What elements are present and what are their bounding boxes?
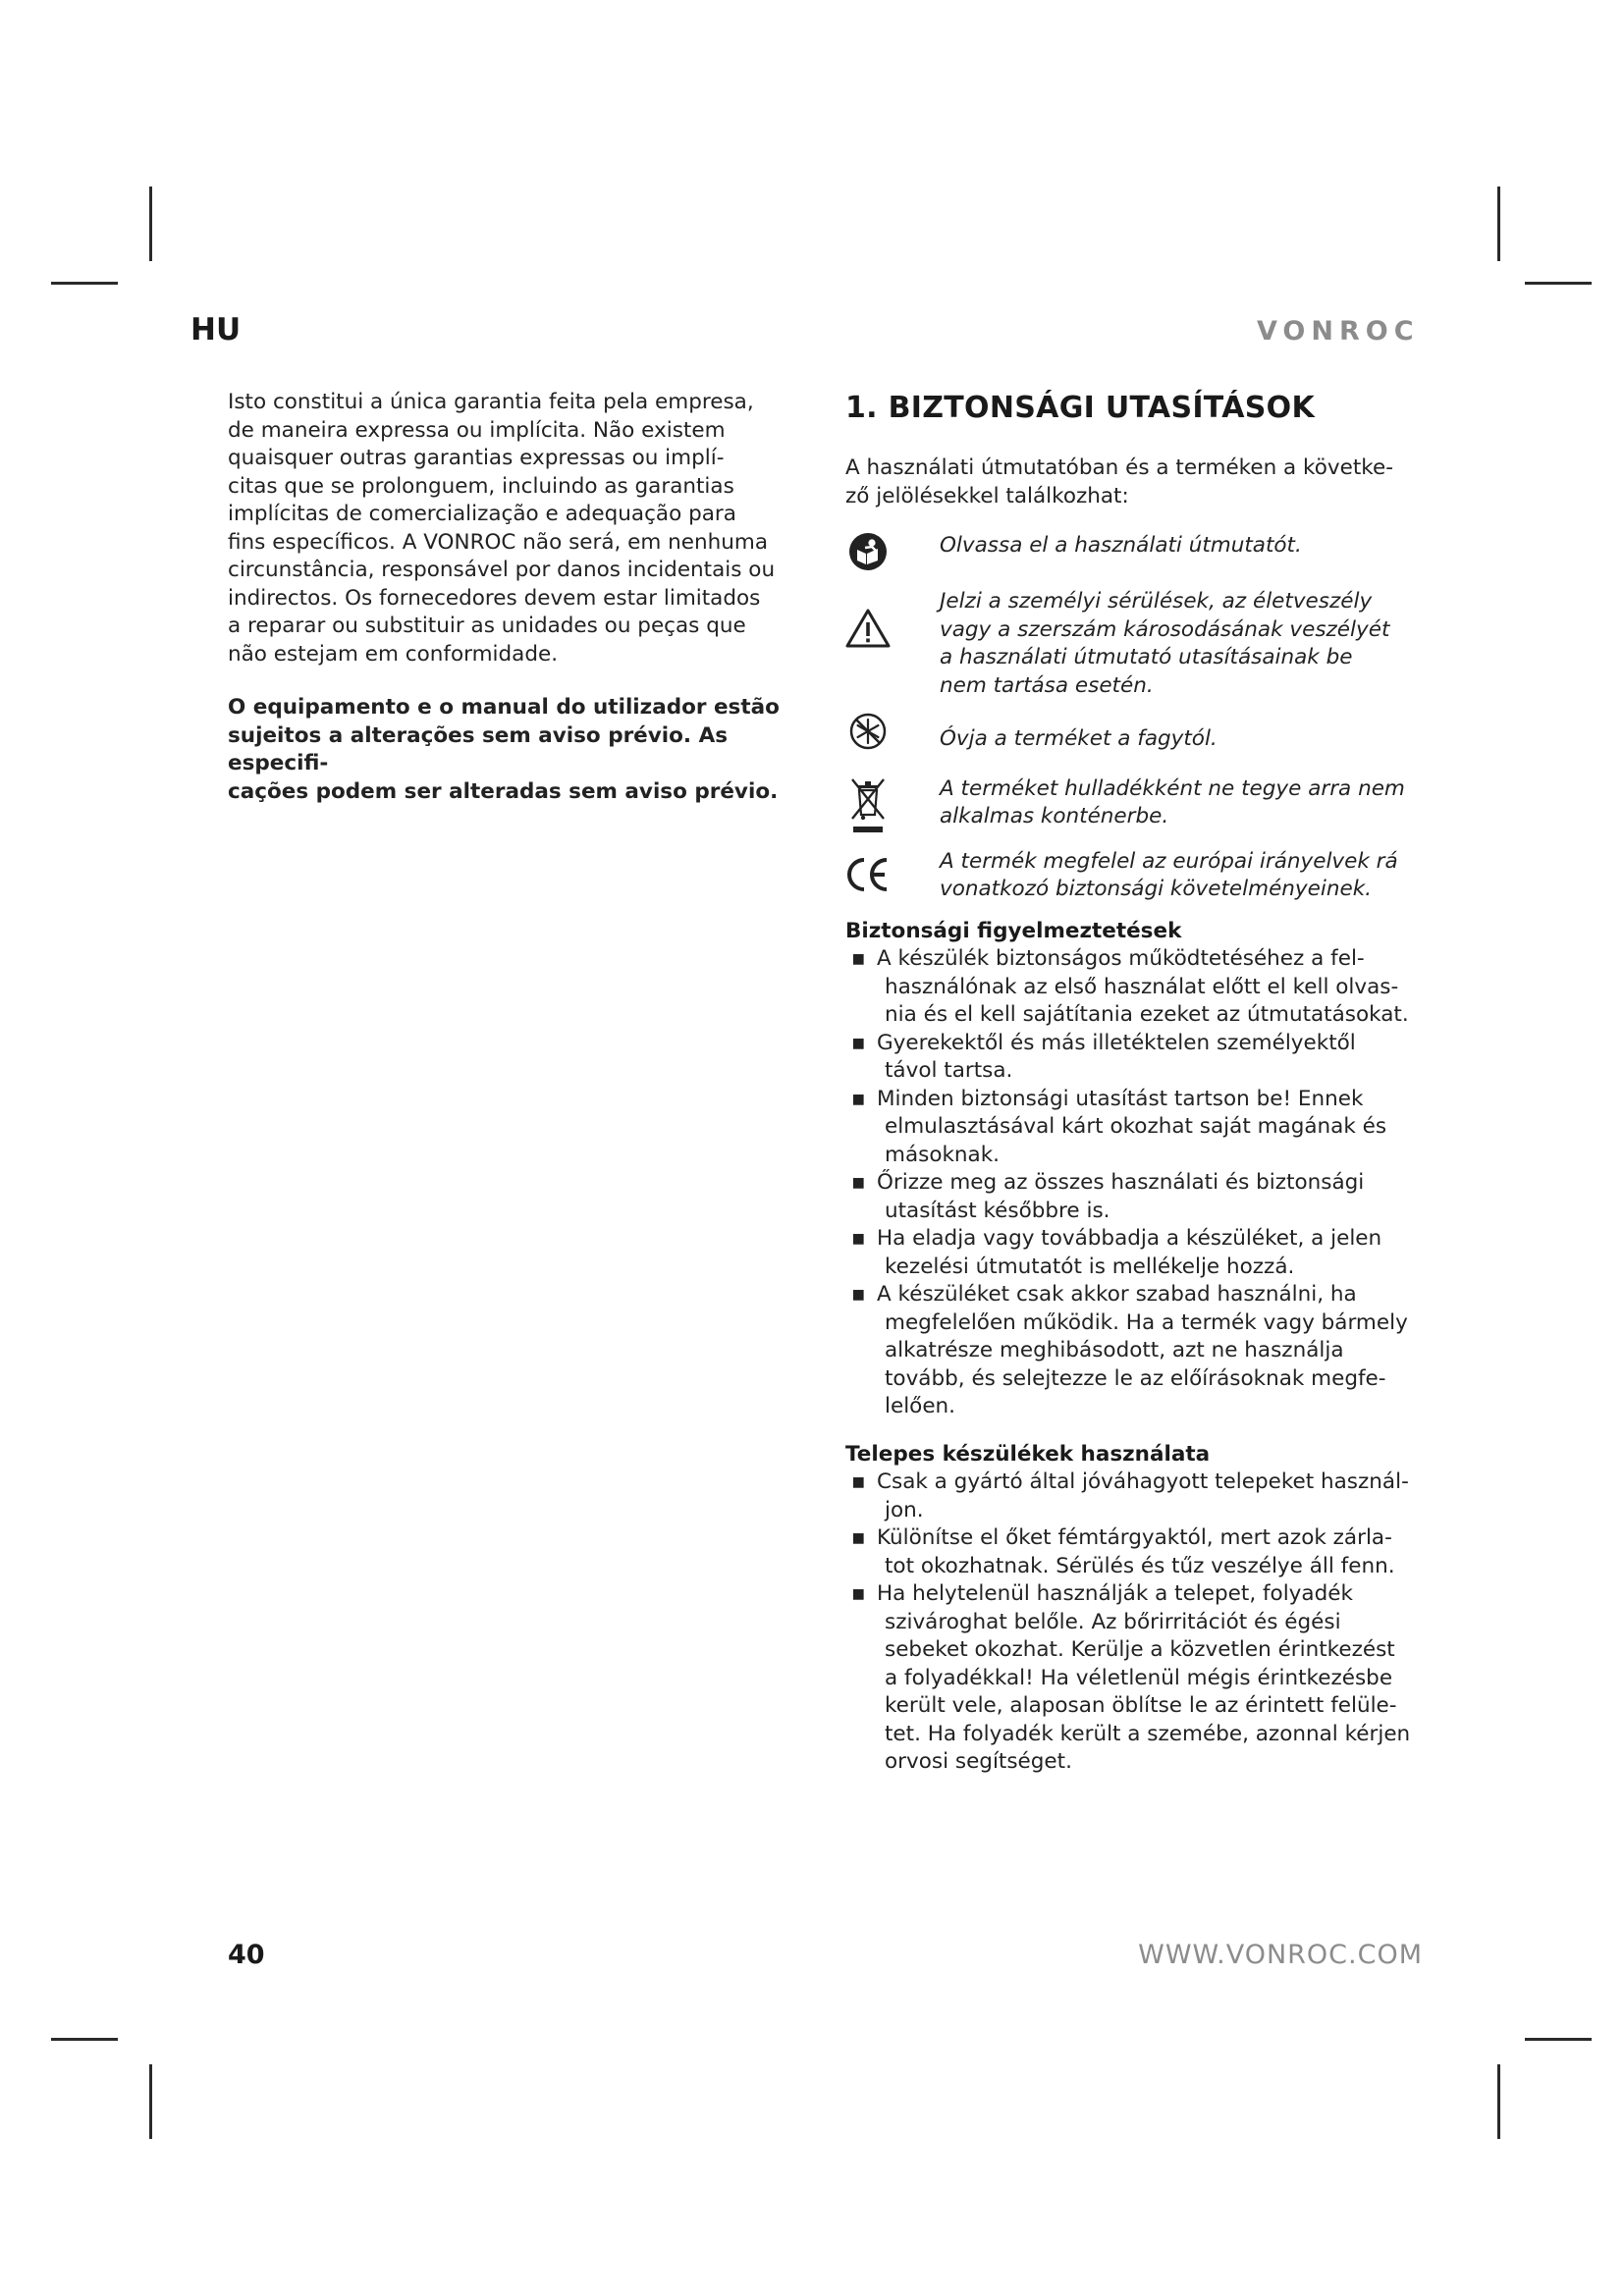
symbol-row xyxy=(845,588,1429,700)
list-item: ▪ Ha eladja vagy továbbadja a készüléket, a jelen kezelési útmutatót is mellékelje hozzá. xyxy=(845,1225,1429,1281)
text-line: Minden biztonsági utasítást tartson be! Ennek xyxy=(877,1086,1364,1111)
symbol-row xyxy=(845,775,1429,836)
symbol-row xyxy=(845,532,1429,571)
text-line: a használati útmutató utasításainak be xyxy=(940,645,1353,669)
crop-mark xyxy=(1497,187,1500,261)
text-line: A termék megfelel az európai irányelvek rá xyxy=(940,848,1398,874)
text-line: alkatrésze meghibásodott, azt ne használja xyxy=(885,1338,1344,1362)
text-line: Gyerekektől és más illetéktelen személyektől xyxy=(877,1030,1356,1055)
symbol-text xyxy=(940,712,1218,754)
language-code: HU xyxy=(190,312,242,347)
text-line: circunstância, responsável por danos incidentais ou xyxy=(228,558,776,582)
list-item: ▪ Minden biztonsági utasítást tartson be! Ennek elmulasztásával kárt okozhat saját magának és másoknak. xyxy=(845,1086,1429,1170)
crop-mark xyxy=(149,2064,152,2139)
text-line: elmulasztásával kárt okozhat saját magának és xyxy=(885,1114,1387,1139)
text-line: utasítást későbbre is. xyxy=(885,1198,1110,1223)
text-line: não estejam em conformidade. xyxy=(228,641,559,667)
list-item: ▪ Csak a gyártó által jóváhagyott telepeket használ- jon. xyxy=(845,1468,1429,1524)
symbol-text xyxy=(940,588,1389,700)
battery-heading: Telepes készülékek használata xyxy=(845,1441,1211,1467)
text-line: másoknak. xyxy=(885,1142,1001,1167)
safety-list xyxy=(845,945,1429,1421)
crop-mark xyxy=(1525,282,1592,285)
crop-mark xyxy=(1497,2064,1500,2139)
left-column xyxy=(228,389,817,806)
text-line: tovább, és selejtezze le az előírásoknak megfe- xyxy=(885,1365,1386,1391)
read-manual-icon xyxy=(845,532,891,571)
intro-paragraph xyxy=(845,454,1429,510)
notice-paragraph xyxy=(228,694,817,806)
text-line: kezelési útmutatót is mellékelje hozzá. xyxy=(885,1254,1295,1279)
symbol-row xyxy=(845,848,1429,904)
text-line: jon. xyxy=(885,1497,924,1522)
symbol-text xyxy=(940,848,1398,904)
warranty-paragraph xyxy=(228,389,817,668)
text-line: lelően. xyxy=(885,1394,956,1418)
text-line: Ha helytelenül használják a telepet, folyadék xyxy=(877,1581,1353,1606)
text-line: tet. Ha folyadék került a szemébe, azonnal kérjen xyxy=(885,1721,1411,1746)
text-line: de maneira expressa ou implícita. Não existem xyxy=(228,417,726,443)
text-line: A terméket hulladékként ne tegye arra nem xyxy=(940,775,1405,801)
right-column xyxy=(845,389,1429,1777)
list-item: ▪ Különítse el őket fémtárgyaktól, mert azok zárla- tot okozhatnak. Sérülés és tűz veszélye áll fenn. xyxy=(845,1524,1429,1580)
text-line: vagy a szerszám károsodásának veszélyét xyxy=(940,616,1390,642)
text-line: A használati útmutatóban és a terméken a követke- xyxy=(845,455,1393,480)
symbol-text xyxy=(940,532,1302,561)
text-line: indirectos. Os fornecedores devem estar limitados xyxy=(228,585,761,611)
text-line: alkalmas konténerbe. xyxy=(940,804,1169,828)
list-item: ▪ Ha helytelenül használják a telepet, folyadék szivároghat belőle. Az bőrirritációt és égési sebeket okozhat. Kerülje a közvetlen érintkezést a folyadékkal! Ha véletlenül mégis érintkezésbe került vele, alaposan öblítse le az érintett felüle- tet. Ha folyadék került a szemébe, azonnal kérjen orvosi segítséget. xyxy=(845,1580,1429,1777)
text-line: Ha eladja vagy továbbadja a készüléket, a jelen xyxy=(877,1226,1382,1251)
text-line: A készülék biztonságos működtetéséhez a fel- xyxy=(877,946,1365,971)
section-title: 1. BIZTONSÁGI UTASÍTÁSOK xyxy=(845,391,1316,425)
text-line: quaisquer outras garantias expressas ou implí- xyxy=(228,446,725,470)
text-line: O equipamento e o manual do utilizador estão xyxy=(228,695,780,720)
text-line: megfelelően működik. Ha a termék vagy bármely xyxy=(885,1309,1408,1335)
list-item: ▪ A készüléket csak akkor szabad használni, ha megfelelően működik. Ha a termék vagy bármely alkatrésze meghibásodott, azt ne használja tovább, és selejtezze le az előírásoknak megfe- lelően. xyxy=(845,1281,1429,1421)
text-line: ző jelölésekkel találkozhat: xyxy=(845,483,1129,508)
text-line: vonatkozó biztonsági követelményeinek. xyxy=(940,877,1372,901)
battery-list xyxy=(845,1468,1429,1777)
list-item: ▪ Gyerekektől és más illetéktelen személyektől távol tartsa. xyxy=(845,1030,1429,1086)
crop-mark xyxy=(51,2038,118,2041)
text-line: cações podem ser alteradas sem aviso prévio. xyxy=(228,778,779,804)
website-url: WWW.VONROC.COM xyxy=(1138,1940,1423,1970)
warning-triangle-icon xyxy=(845,588,891,649)
text-line: nia és el kell sajátítania ezeket az útmutatásokat. xyxy=(885,1002,1409,1027)
text-line: a reparar ou substituir as unidades ou peças que xyxy=(228,614,746,638)
text-line: Csak a gyártó által jóváhagyott telepeket használ- xyxy=(877,1469,1409,1494)
text-line: sujeitos a alterações sem aviso prévio. As especifi- xyxy=(228,722,729,775)
text-line: tot okozhatnak. Sérülés és tűz veszélye áll fenn. xyxy=(885,1553,1395,1578)
crop-mark xyxy=(149,187,152,261)
text-line: Isto constitui a única garantia feita pela empresa, xyxy=(228,390,754,414)
frost-protection-icon xyxy=(845,712,891,751)
text-line: Óvja a terméket a fagytól. xyxy=(940,726,1218,751)
ce-mark-icon xyxy=(845,848,891,893)
safety-section xyxy=(845,918,1429,1421)
text-line: Jelzi a személyi sérülések, az életveszély xyxy=(940,589,1373,614)
text-line: Olvassa el a használati útmutatót. xyxy=(940,533,1302,558)
crop-mark xyxy=(1525,2038,1592,2041)
crop-mark xyxy=(51,282,118,285)
list-item: ▪ A készülék biztonságos működtetéséhez a fel- használónak az első használat előtt el kell olvas- nia és el kell sajátítania ezeket az útmutatásokat. xyxy=(845,945,1429,1030)
list-item: ▪ Őrizze meg az összes használati és biztonsági utasítást későbbre is. xyxy=(845,1169,1429,1225)
text-line: implícitas de comercialização e adequação para xyxy=(228,502,736,526)
page-number: 40 xyxy=(228,1940,265,1970)
text-line: szivároghat belőle. Az bőrirritációt és égési xyxy=(885,1609,1341,1634)
text-line: került vele, alaposan öblítse le az érintett felüle- xyxy=(885,1693,1397,1718)
safety-heading: Biztonsági figyelmeztetések xyxy=(845,918,1182,943)
symbol-row xyxy=(845,712,1429,754)
symbol-text xyxy=(940,775,1405,831)
text-line: Különítse el őket fémtárgyaktól, mert azok zárla- xyxy=(877,1525,1392,1550)
battery-section xyxy=(845,1441,1429,1777)
crossed-bin-icon xyxy=(845,775,891,836)
text-line: távol tartsa. xyxy=(885,1058,1013,1083)
text-line: fins específicos. A VONROC não será, em nenhuma xyxy=(228,529,769,555)
text-line: használónak az első használat előtt el kell olvas- xyxy=(885,974,1399,999)
text-line: A készüléket csak akkor szabad használni, ha xyxy=(877,1282,1357,1307)
text-line: a folyadékkal! Ha véletlenül mégis érintkezésbe xyxy=(885,1665,1393,1690)
text-line: orvosi segítséget. xyxy=(885,1749,1072,1774)
text-line: nem tartása esetén. xyxy=(940,672,1154,698)
text-line: sebeket okozhat. Kerülje a közvetlen érintkezést xyxy=(885,1637,1395,1662)
brand-logo: VONROC xyxy=(1257,316,1420,347)
text-line: Őrizze meg az összes használati és biztonsági xyxy=(877,1170,1365,1195)
text-line: citas que se prolonguem, incluindo as garantias xyxy=(228,473,734,499)
